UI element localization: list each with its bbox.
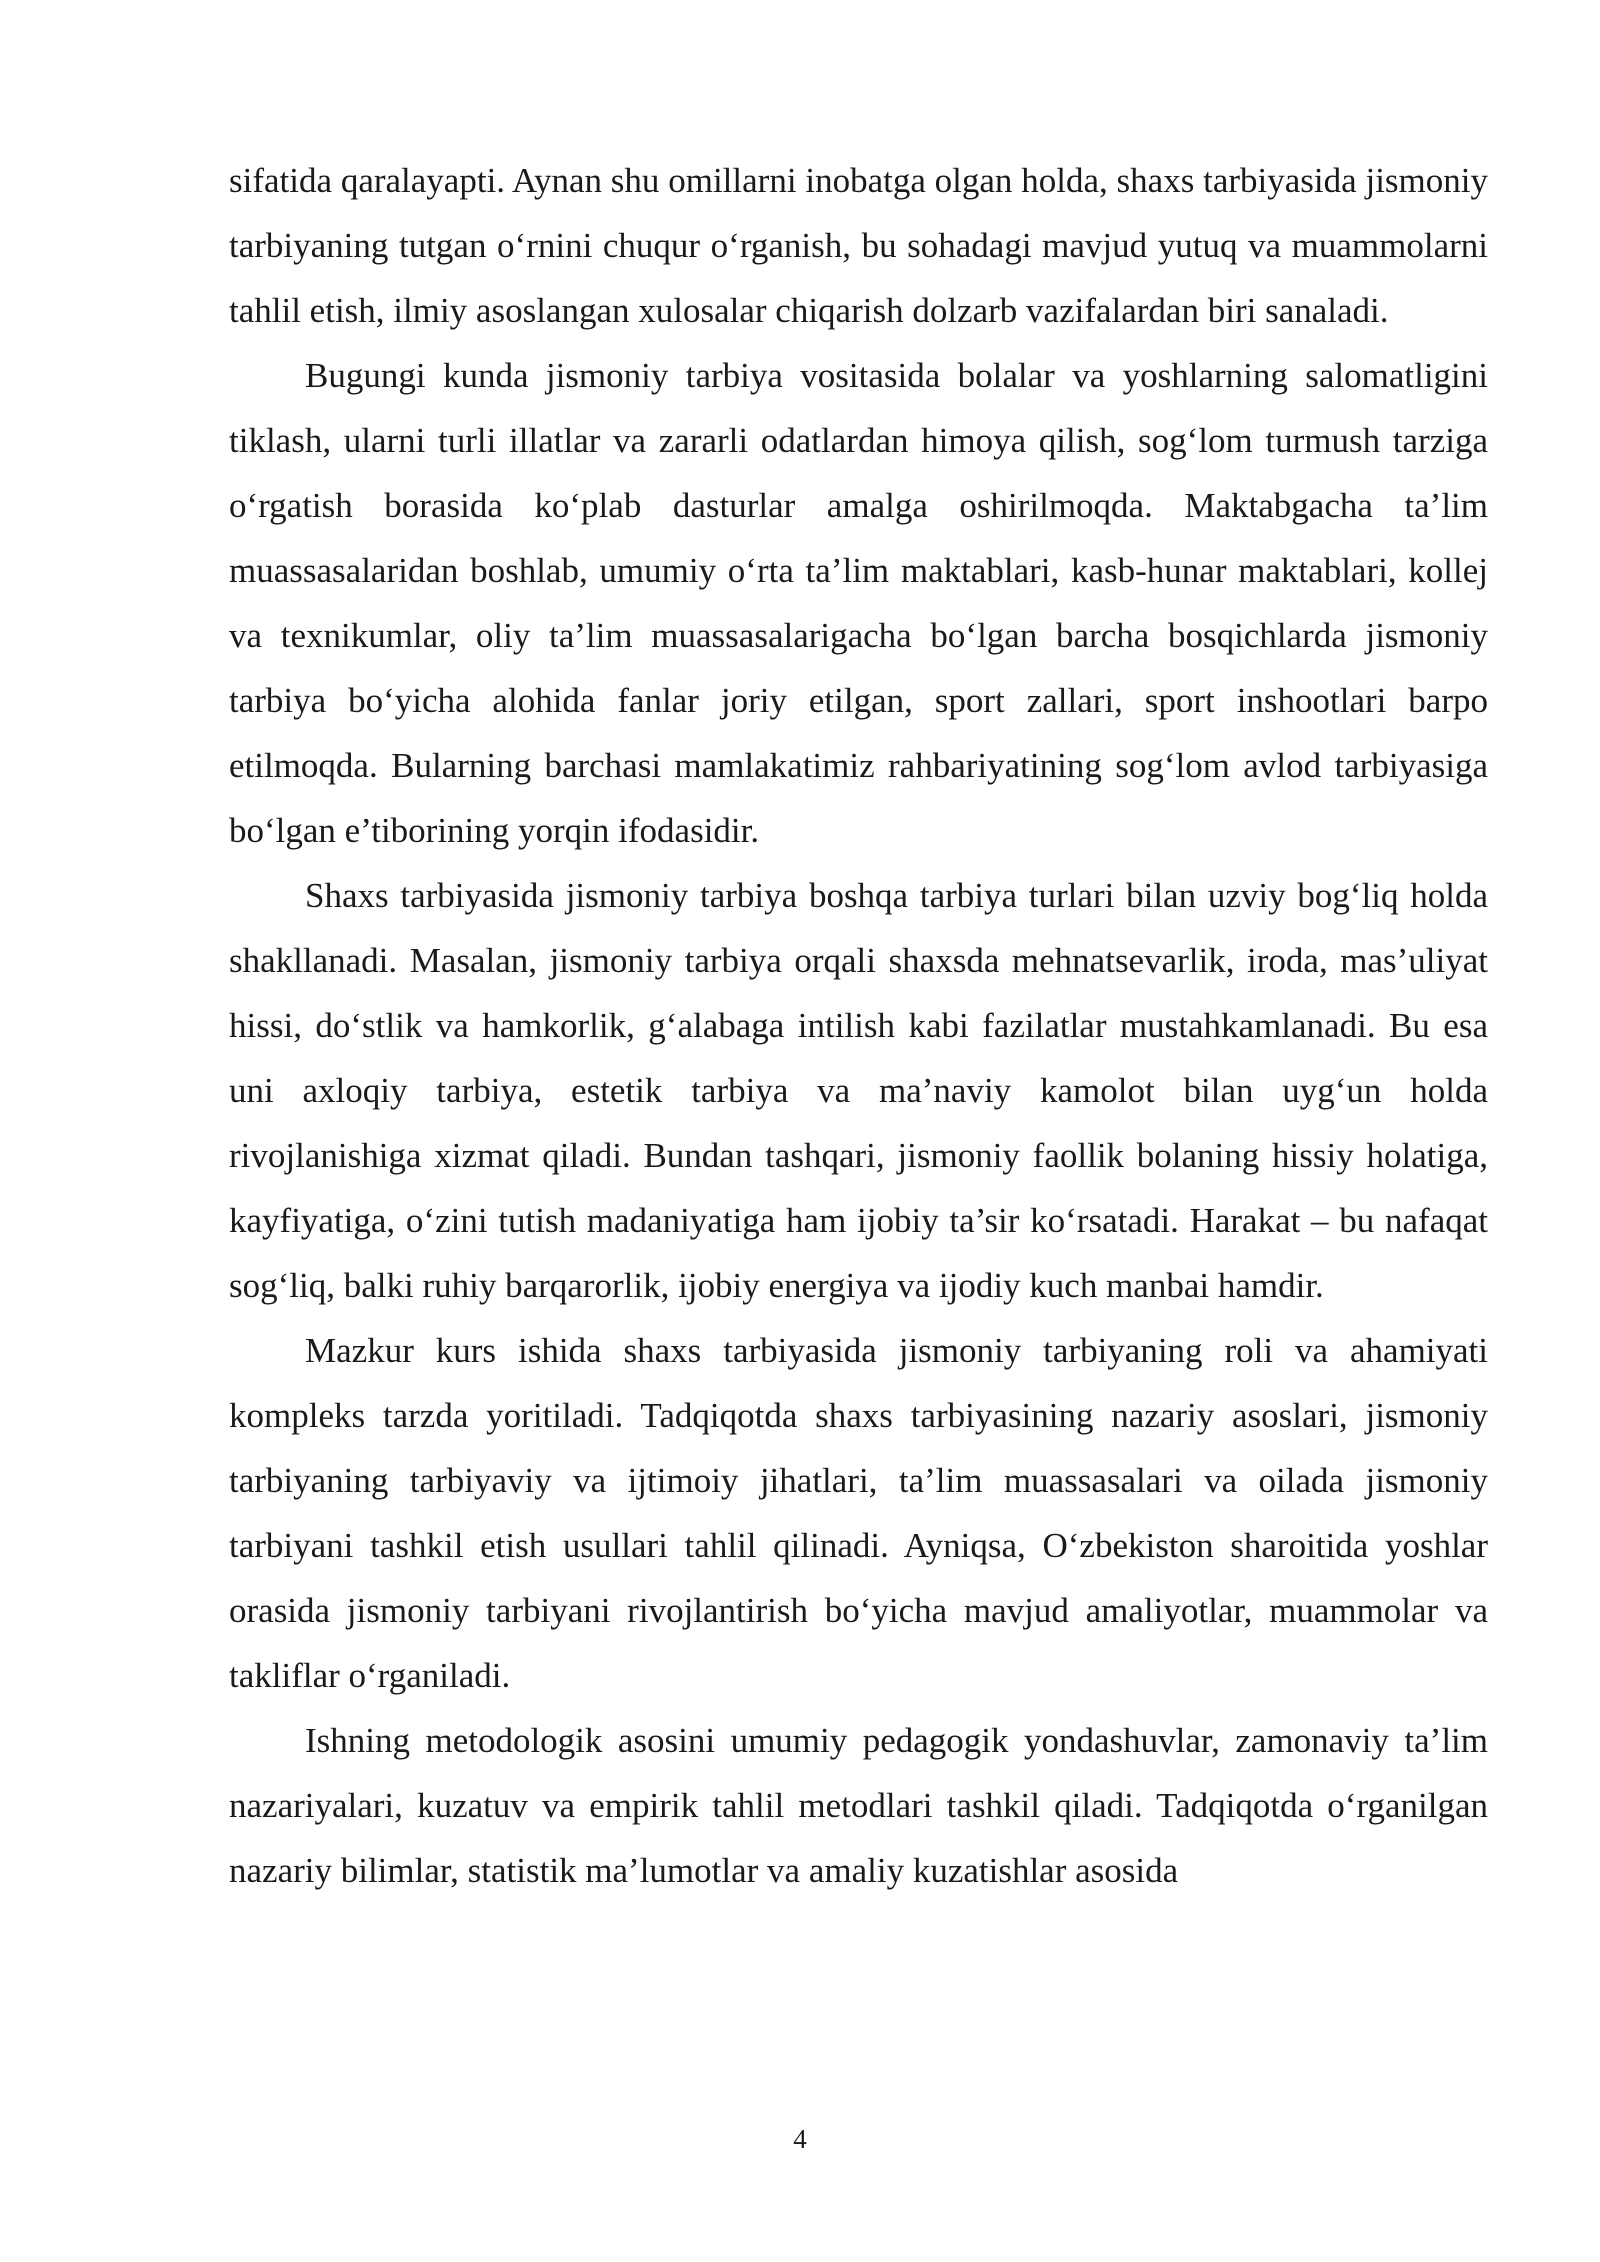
paragraph: Mazkur kurs ishida shaxs tarbiyasida jismoniy tarbiyaning roli va ahamiyati kompleks tarzda yoritiladi. Tadqiqotda shaxs tarbiyasining nazariy asoslari, jismoniy tarbiyaning tarbiyaviy va ijtimoiy jihatlari, ta’lim muassasalari va oilada jismoniy tarbiyani tashkil etish usullari tahlil qilinadi. Ayniqsa, O‘zbekiston sharoitida yoshlar orasida jismoniy tarbiyani rivojlantirish bo‘yicha mavjud amaliyotlar, muammolar va takliflar o‘rganiladi. (229, 1331, 1488, 1695)
paragraph-continuation: sifatida qaralayapti. Aynan shu omillarni inobatga olgan holda, shaxs tarbiyasida jismoniy tarbiyaning tutgan o‘rnini chuqur o‘rganish, bu sohadagi mavjud yutuq va muammolarni tahlil etish, ilmiy asoslangan xulosalar chiqarish dolzarb vazifalardan biri sanaladi. (229, 161, 1488, 330)
paragraph: Ishning metodologik asosini umumiy pedagogik yondashuvlar, zamonaviy ta’lim nazariyalari, kuzatuv va empirik tahlil metodlari tashkil qiladi. Tadqiqotda o‘rganilgan nazariy bilimlar, statistik ma’lumotlar va amaliy kuzatishlar asosida (229, 1721, 1488, 1890)
page-number: 4 (793, 2124, 807, 2154)
paragraph: Shaxs tarbiyasida jismoniy tarbiya boshqa tarbiya turlari bilan uzviy bog‘liq holda shakllanadi. Masalan, jismoniy tarbiya orqali shaxsda mehnatsevarlik, iroda, mas’uliyat hissi, do‘stlik va hamkorlik, g‘alabaga intilish kabi fazilatlar mustahkamlanadi. Bu esa uni axloqiy tarbiya, estetik tarbiya va ma’naviy kamolot bilan uyg‘un holda rivojlanishiga xizmat qiladi. Bundan tashqari, jismoniy faollik bolaning hissiy holatiga, kayfiyatiga, o‘zini tutish madaniyatiga ham ijobiy ta’sir ko‘rsatadi. Harakat – bu nafaqat sog‘liq, balki ruhiy barqarorlik, ijobiy energiya va ijodiy kuch manbai hamdir. (229, 876, 1488, 1305)
body-text (229, 148, 1488, 1903)
paragraph: Bugungi kunda jismoniy tarbiya vositasida bolalar va yoshlarning salomatligini tiklash, ularni turli illatlar va zararli odatlardan himoya qilish, sog‘lom turmush tarziga o‘rgatish borasida ko‘plab dasturlar amalga oshirilmoqda. Maktabgacha ta’lim muassasalaridan boshlab, umumiy o‘rta ta’lim maktablari, kasb-hunar maktablari, kollej va texnikumlar, oliy ta’lim muassasalarigacha bo‘lgan barcha bosqichlarda jismoniy tarbiya bo‘yicha alohida fanlar joriy etilgan, sport zallari, sport inshootlari barpo etilmoqda. Bularning barchasi mamlakatimiz rahbariyatining sog‘lom avlod tarbiyasiga bo‘lgan e’tiborining yorqin ifodasidir. (229, 356, 1488, 850)
